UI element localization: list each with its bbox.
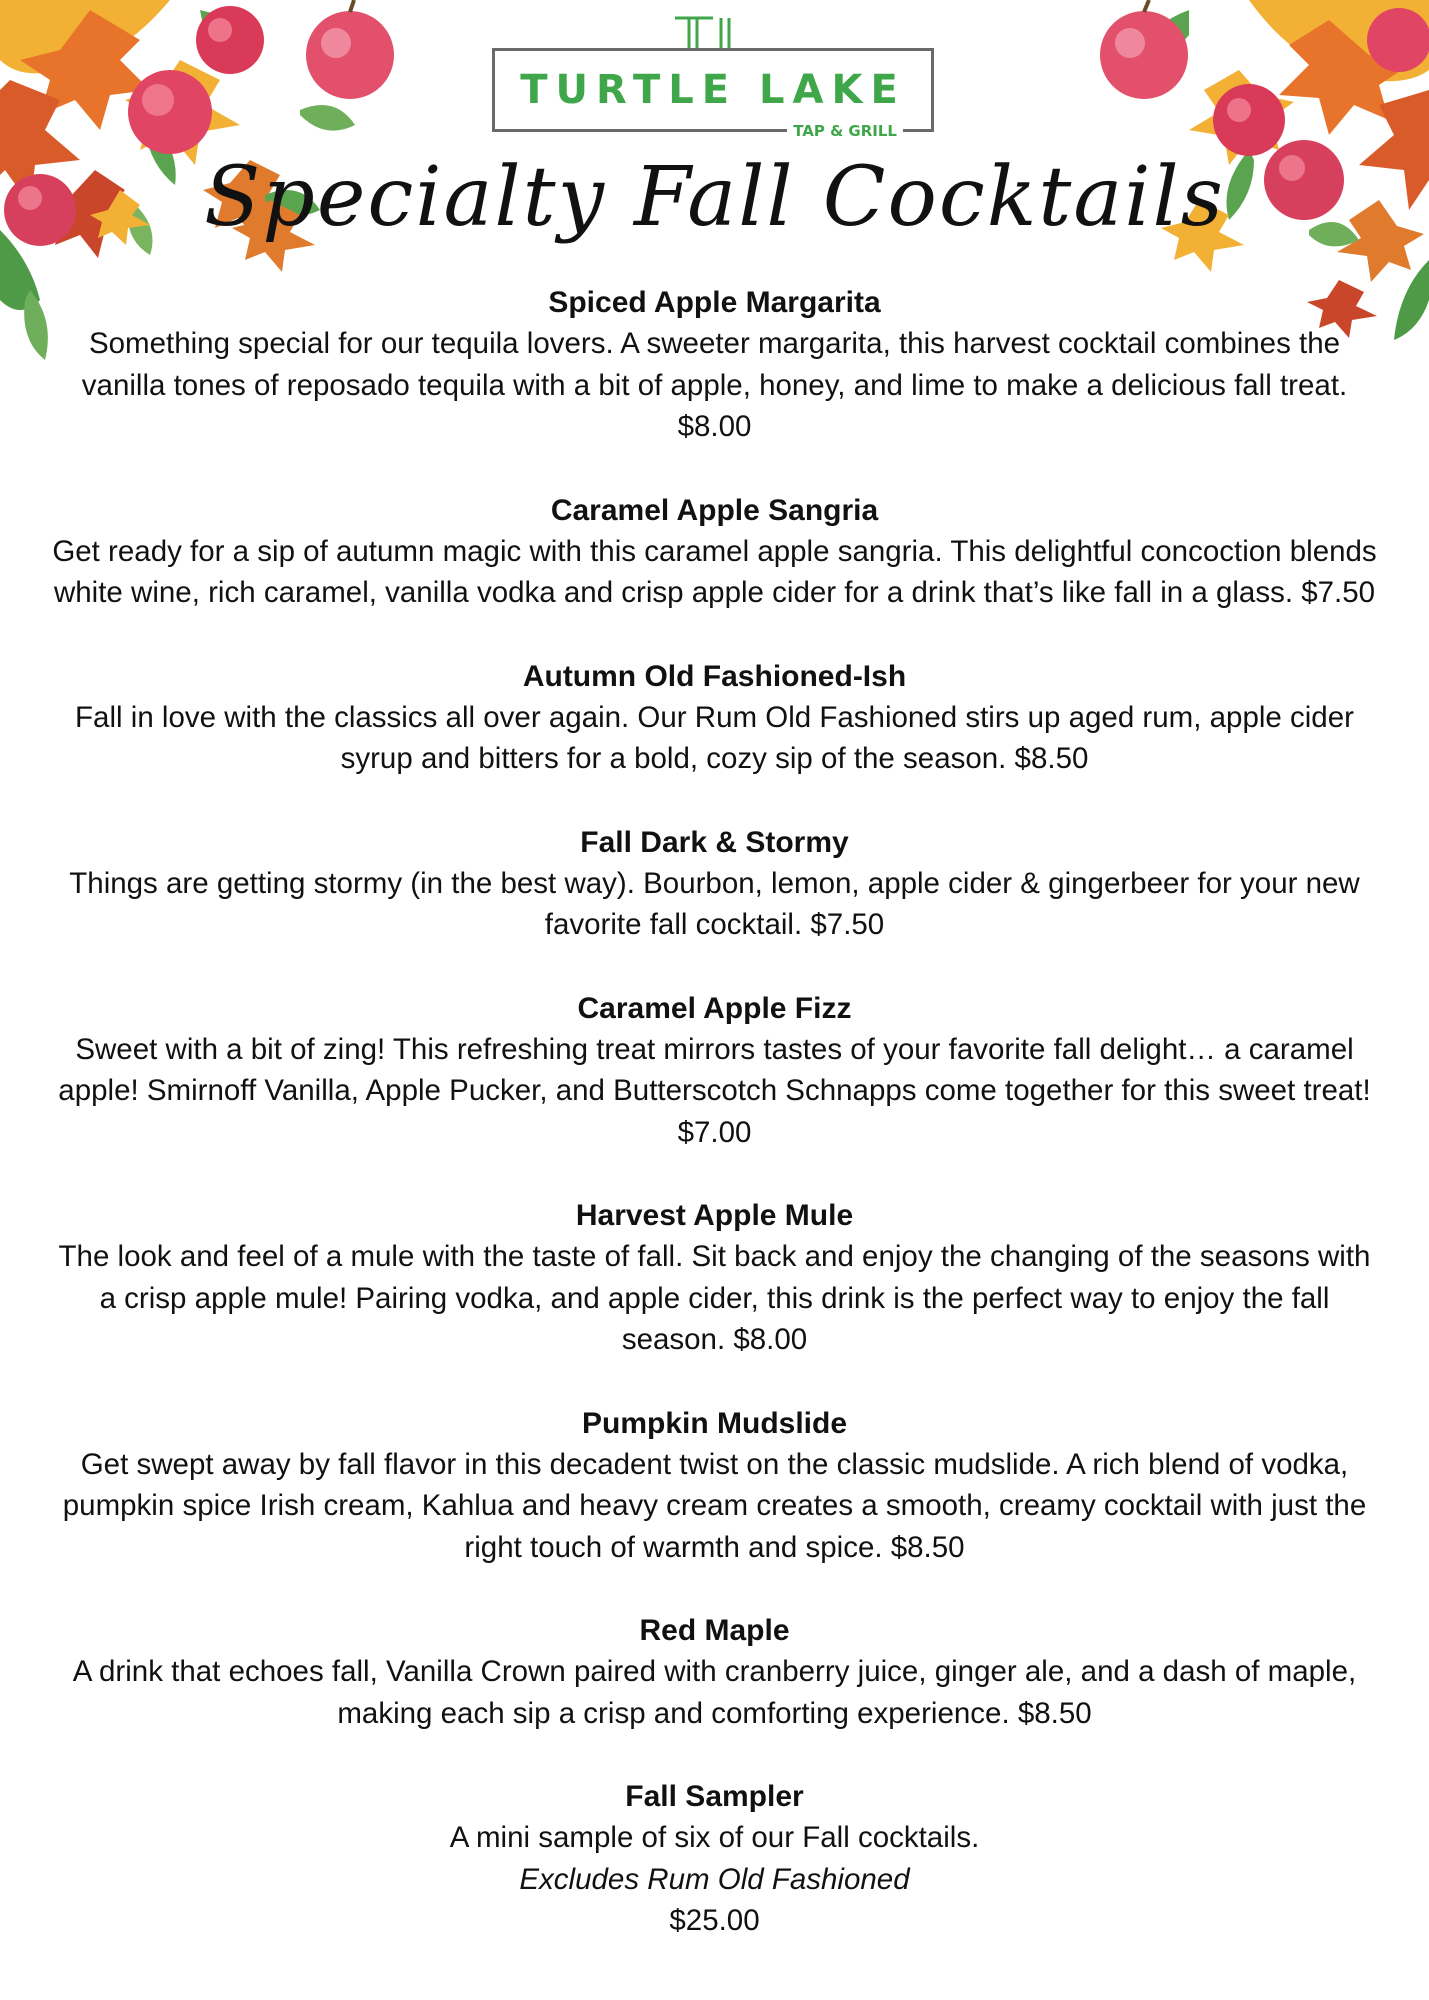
menu-item-name: Caramel Apple Fizz bbox=[577, 991, 852, 1025]
menu-item-description: Fall in love with the classics all over again. Our Rum Old Fashioned stirs up aged rum, apple cider syrup and bitters for a bold, cozy sip of the season. $8.50 bbox=[75, 700, 1354, 775]
menu-item bbox=[50, 282, 1379, 448]
menu-item-description: Get ready for a sip of autumn magic with this caramel apple sangria. This delightful concoction blends white wine, rich caramel, vanilla vodka and crisp apple cider for a drink that’s like fall in a glass. $7.50 bbox=[52, 534, 1377, 609]
menu-item-name: Pumpkin Mudslide bbox=[581, 1406, 848, 1440]
menu-item-name: Caramel Apple Sangria bbox=[550, 493, 879, 527]
cocktail-menu bbox=[50, 282, 1379, 1984]
menu-item-name: Fall Dark & Stormy bbox=[580, 825, 849, 859]
menu-item bbox=[50, 1610, 1379, 1734]
sampler-name: Fall Sampler bbox=[625, 1780, 804, 1813]
menu-item-name: Autumn Old Fashioned-Ish bbox=[522, 659, 907, 693]
menu-title: Specialty Fall Cocktails bbox=[204, 150, 1225, 245]
sampler-note: Excludes Rum Old Fashioned bbox=[519, 1862, 910, 1896]
sampler-item bbox=[50, 1776, 1379, 1942]
menu-item-description: Something special for our tequila lovers. A sweeter margarita, this harvest cocktail combines the vanilla tones of reposado tequila with a bit of apple, honey, and lime to make a delicious fall treat. $8.00 bbox=[81, 327, 1348, 443]
menu-item-name: Red Maple bbox=[639, 1614, 790, 1647]
menu-item bbox=[50, 988, 1379, 1154]
menu-item-description: A drink that echoes fall, Vanilla Crown paired with cranberry juice, ginger ale, and a dash of maple, making each sip a crisp and comforting experience. $8.50 bbox=[72, 1655, 1357, 1730]
sampler-description: A mini sample of six of our Fall cocktails. bbox=[449, 1821, 980, 1854]
sampler-price: $25.00 bbox=[669, 1904, 760, 1937]
brand-tagline: TAP & GRILL bbox=[787, 122, 903, 140]
brand-name: TURTLE LAKE bbox=[520, 67, 906, 113]
menu-item-description: Sweet with a bit of zing! This refreshing treat mirrors tastes of your favorite fall delight… a caramel apple! Smirnoff Vanilla, Apple Pucker, and Butterscotch Schnapps come together for this sweet treat! $7.00 bbox=[58, 1032, 1371, 1149]
menu-item bbox=[50, 490, 1379, 614]
menu-item-description: Things are getting stormy (in the best way). Bourbon, lemon, apple cider & gingerbeer for your new favorite fall cocktail. $7.50 bbox=[69, 866, 1360, 941]
menu-item-name: Spiced Apple Margarita bbox=[548, 286, 881, 319]
menu-item-description: The look and feel of a mule with the taste of fall. Sit back and enjoy the changing of the seasons with a crisp apple mule! Pairing vodka, and apple cider, this drink is the perfect way to enjoy the fall season. $8.00 bbox=[58, 1240, 1371, 1356]
menu-item-name: Harvest Apple Mule bbox=[575, 1199, 854, 1232]
menu-item bbox=[50, 1195, 1379, 1361]
menu-item bbox=[50, 822, 1379, 946]
menu-item bbox=[50, 1403, 1379, 1569]
brand-logo bbox=[492, 48, 934, 140]
menu-item-description: Get swept away by fall flavor in this decadent twist on the classic mudslide. A rich blend of vodka, pumpkin spice Irish cream, Kahlua and heavy cream creates a smooth, creamy cocktail with just the right touch of warmth and spice. $8.50 bbox=[62, 1447, 1367, 1564]
menu-item bbox=[50, 656, 1379, 780]
